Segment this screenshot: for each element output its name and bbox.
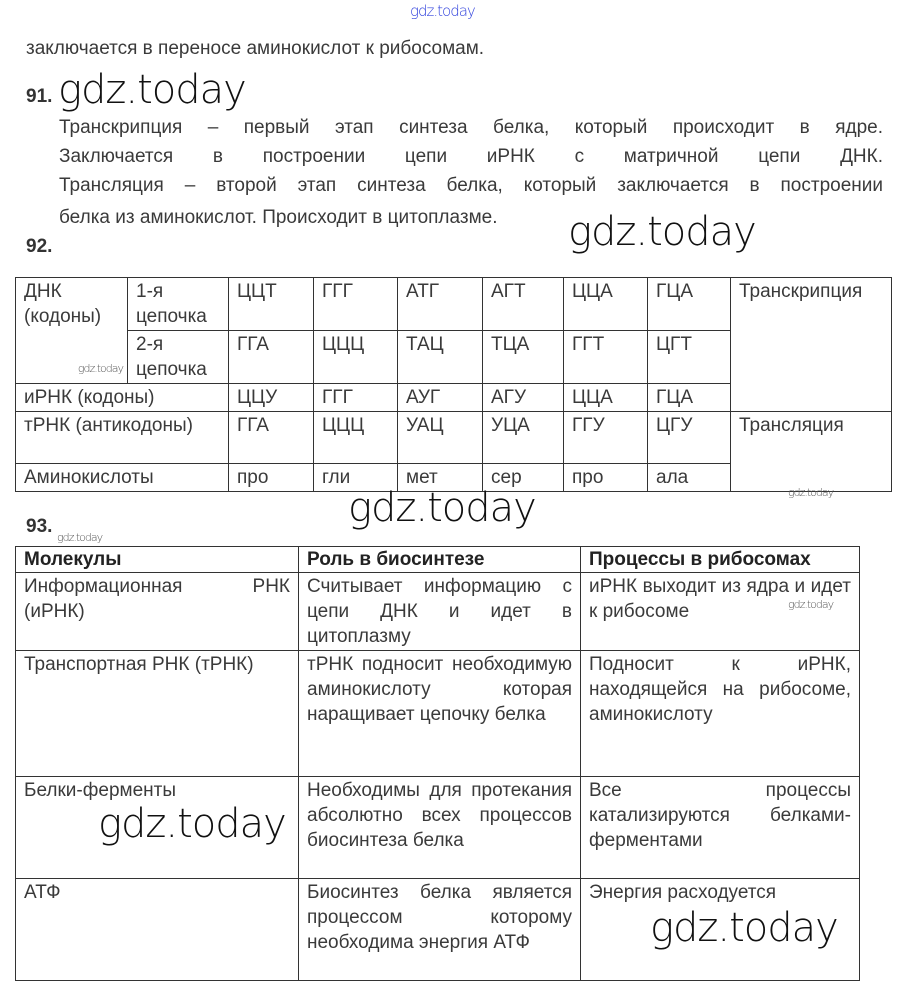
text-line: Трансляция – второй этап синтеза белка, который заключается в построении	[59, 175, 883, 196]
watermark: gdz.today	[58, 67, 246, 113]
amino-cell: про	[564, 464, 648, 492]
translation-cell: Трансляция	[731, 412, 892, 492]
watermark: gdz.today	[77, 362, 123, 375]
watermark: gdz.today	[788, 486, 834, 499]
molecule-cell: АТФ	[16, 879, 299, 981]
process-cell: Все процессы катализируются белками-ферментами	[581, 777, 860, 879]
codon-cell: ЦЦА	[564, 384, 648, 412]
codon-cell: ГГГ	[314, 384, 398, 412]
anticodon-cell: УАЦ	[398, 412, 483, 464]
chain1-label: 1-я цепочка	[128, 278, 229, 331]
chain2-label: 2-я цепочка	[128, 331, 229, 384]
dna-label-cell	[16, 278, 128, 384]
codon-cell: ЦЦА	[564, 278, 648, 331]
molecule-cell: Транспортная РНК (тРНК)	[16, 651, 299, 777]
molecule-cell: Информационная РНК (иРНК)	[16, 573, 299, 651]
role-cell: Биосинтез белка является процессом которому необходима энергия АТФ	[299, 879, 581, 981]
anticodon-cell: ЦГУ	[648, 412, 731, 464]
codon-cell: ГГГ	[314, 278, 398, 331]
header-molecules: Молекулы	[16, 547, 299, 573]
amino-cell: сер	[483, 464, 564, 492]
header-processes: Процессы в рибосомах	[581, 547, 860, 573]
task-93-number: 93.	[26, 516, 53, 537]
codon-cell: АГУ	[483, 384, 564, 412]
anticodon-cell: УЦА	[483, 412, 564, 464]
text-line: белка из аминокислот. Происходит в цитоплазме.	[59, 207, 498, 228]
table-row	[16, 573, 860, 651]
codon-cell: ЦГТ	[648, 331, 731, 384]
watermark: gdz.today	[788, 598, 834, 611]
watermark: gdz.today	[57, 531, 103, 544]
task-91-number: 91.	[26, 86, 53, 107]
amino-cell: гли	[314, 464, 398, 492]
codon-cell: АУГ	[398, 384, 483, 412]
codon-cell: ТАЦ	[398, 331, 483, 384]
watermark: gdz.today	[348, 485, 536, 531]
trna-label: тРНК (антикодоны)	[16, 412, 229, 464]
codon-cell: ГЦА	[648, 278, 731, 331]
intro-line: заключается в переносе аминокислот к рибосомам.	[26, 38, 485, 59]
anticodon-cell: ЦЦЦ	[314, 412, 398, 464]
codon-cell: АТГ	[398, 278, 483, 331]
text-line: Транскрипция – первый этап синтеза белка, который происходит в ядре.	[59, 117, 883, 138]
codon-cell: ЦЦУ	[229, 384, 314, 412]
process-cell: иРНК выходит из ядра и идет к рибосоме	[581, 573, 860, 651]
amino-cell: про	[229, 464, 314, 492]
amino-cell: мет	[398, 464, 483, 492]
task-92-number: 92.	[26, 236, 53, 257]
watermark: gdz.today	[410, 2, 475, 20]
table-row	[16, 651, 860, 777]
codon-cell: ГГА	[229, 331, 314, 384]
codon-cell: ГЦА	[648, 384, 731, 412]
process-cell: Энергия расходуется	[581, 879, 860, 981]
text-line: Заключается в построении цепи иРНК с матричной цепи ДНК.	[59, 146, 883, 167]
codon-cell: ЦЦТ	[229, 278, 314, 331]
codon-table	[15, 277, 892, 492]
mrna-label: иРНК (кодоны)	[16, 384, 229, 412]
watermark: gdz.today	[568, 209, 756, 255]
molecule-cell: Белки-ферменты	[16, 777, 299, 879]
header-role: Роль в биосинтезе	[299, 547, 581, 573]
codon-cell: ГГТ	[564, 331, 648, 384]
process-cell: Подносит к иРНК, находящейся на рибосоме, аминокислоту	[581, 651, 860, 777]
role-cell: Считывает информацию с цепи ДНК и идет в цитоплазму	[299, 573, 581, 651]
watermark: gdz.today	[98, 801, 286, 847]
role-cell: тРНК подносит необходимую аминокислоту которая наращивает цепочку белка	[299, 651, 581, 777]
codon-cell: ЦЦЦ	[314, 331, 398, 384]
codon-cell: АГТ	[483, 278, 564, 331]
role-cell: Необходимы для протекания абсолютно всех процессов биосинтеза белка	[299, 777, 581, 879]
anticodon-cell: ГГА	[229, 412, 314, 464]
codon-cell: ТЦА	[483, 331, 564, 384]
task-91-text	[59, 113, 883, 232]
transcription-cell: Транскрипция	[731, 278, 892, 412]
amino-cell: ала	[648, 464, 731, 492]
amino-label: Аминокислоты	[16, 464, 229, 492]
dna-label: ДНК (кодоны)	[24, 281, 102, 327]
watermark: gdz.today	[650, 905, 838, 951]
anticodon-cell: ГГУ	[564, 412, 648, 464]
